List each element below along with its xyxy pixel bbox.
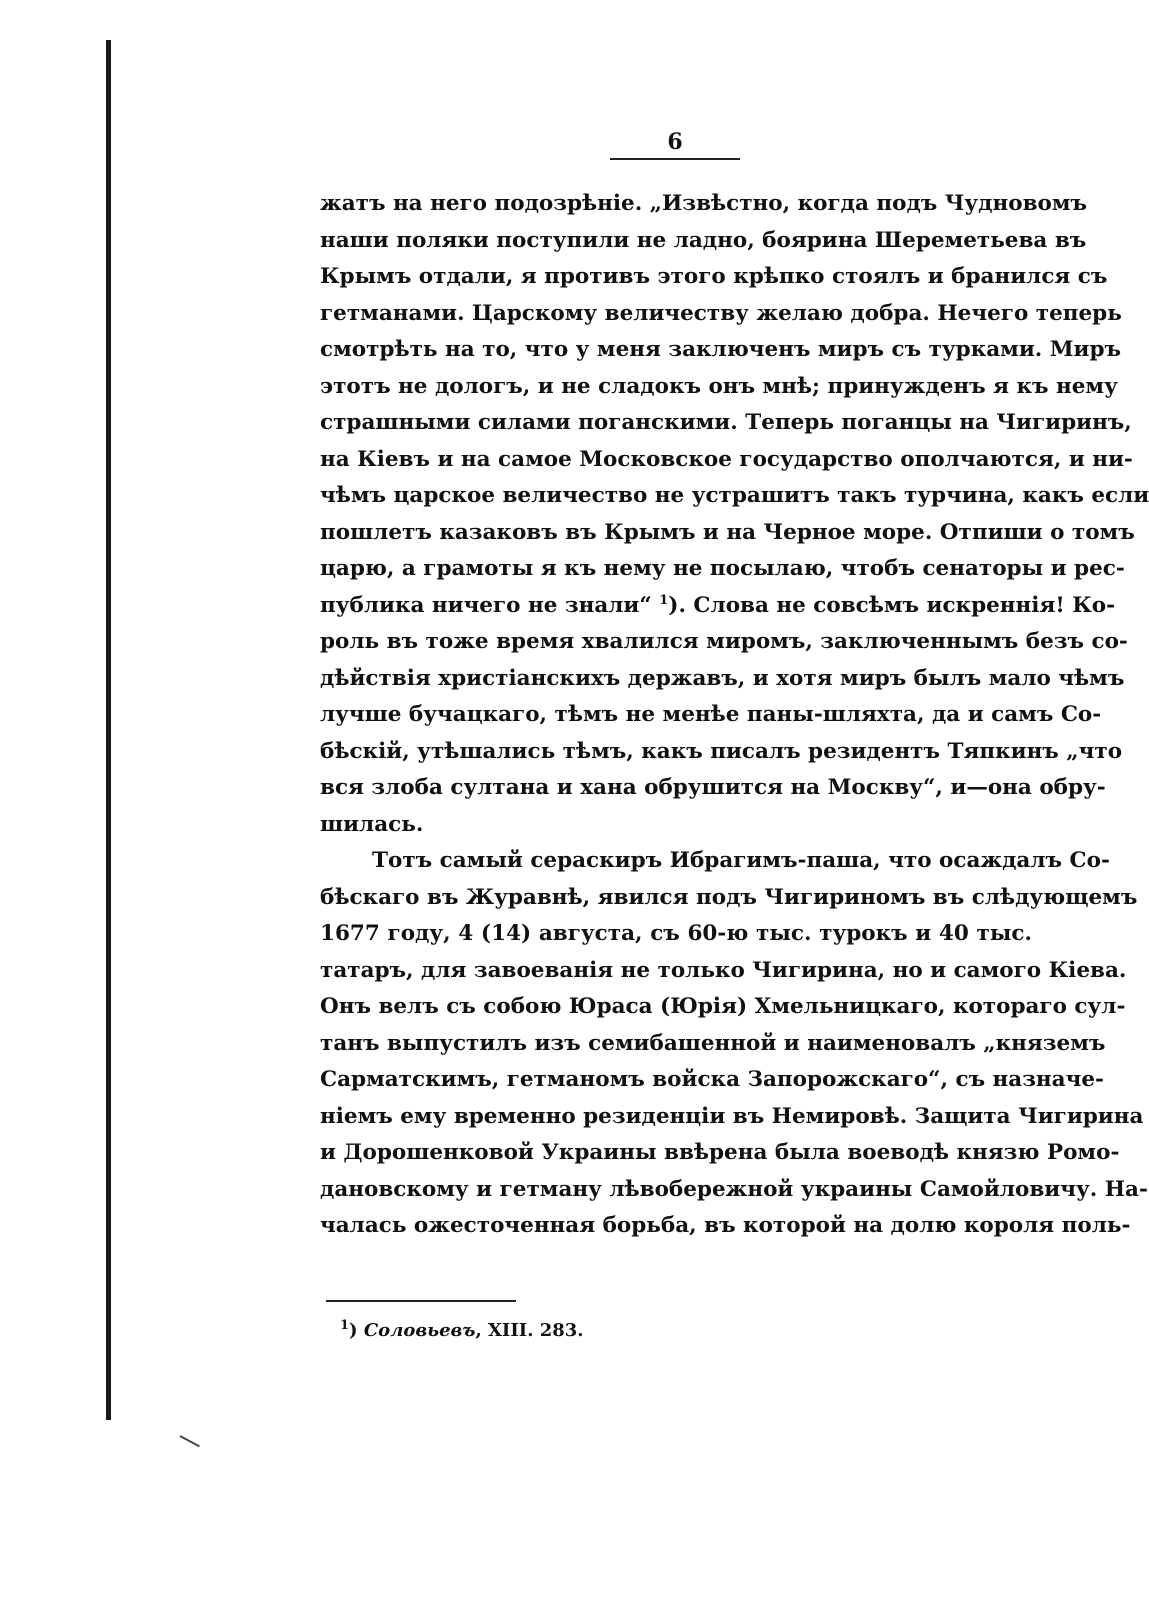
text-line: роль въ тоже время хвалился миромъ, заключеннымъ безъ со- [320, 629, 1128, 654]
footnote-rule [326, 1300, 516, 1302]
header-rule [610, 158, 740, 160]
text-line: чалась ожесточенная борьба, въ которой на долю короля поль- [320, 1213, 1131, 1238]
text-segment: публика ничего не знали“ [320, 592, 660, 618]
text-line: шилась. [320, 811, 424, 837]
text-line: ніемъ ему временно резиденціи въ Немировѣ. Защита Чигирина [320, 1103, 1144, 1129]
text-line: бѣскаго въ Журавнѣ, явился подъ Чигириномъ въ слѣдующемъ [320, 884, 1138, 910]
page-number: 6 [667, 129, 683, 155]
text-line-with-footnote [320, 588, 1116, 625]
text-line: жатъ на него подозрѣніе. „Извѣстно, когда подъ Чудновомъ [320, 191, 1088, 216]
footnote-marker: 1 [659, 592, 669, 608]
text-line: пошлетъ казаковъ въ Крымъ и на Черное море. Отпиши о томъ [320, 519, 1135, 545]
text-line: Тотъ самый сераскиръ Ибрагимъ-паша, что осаждалъ Со- [372, 848, 1110, 873]
text-line: Крымъ отдали, я противъ этого крѣпко стоялъ и бранился съ [320, 264, 1108, 289]
text-line: этотъ не дологъ, и не сладокъ онъ мнѣ; принужденъ я къ нему [320, 373, 1118, 399]
footnote-marker: 1 [340, 1318, 350, 1333]
text-segment: ). Слова не совсѣмъ искреннія! Ко- [668, 592, 1116, 618]
scan-margin-line [106, 40, 111, 1420]
text-line: страшными силами поганскими. Теперь поганцы на Чигиринъ, [320, 410, 1132, 435]
text-line: Сарматскимъ, гетманомъ войска Запорожскаго“, съ назначе- [320, 1067, 1104, 1092]
text-line: гетманами. Царскому величеству желаю добра. Нечего теперь [320, 300, 1122, 326]
text-line: танъ выпустилъ изъ семибашенной и наименовалъ „княземъ [320, 1030, 1106, 1056]
footnote-reference: , XIII. 283. [475, 1320, 584, 1341]
text-line: дановскому и гетману лѣвобережной украины Самойловичу. На- [320, 1176, 1148, 1202]
text-line: лучше бучацкаго, тѣмъ не менѣе паны-шляхта, да и самъ Со- [320, 702, 1102, 727]
text-line: 1677 году, 4 (14) августа, съ 60-ю тыс. турокъ и 40 тыс. [320, 921, 1032, 946]
text-line: наши поляки поступили не ладно, боярина Шереметьева въ [320, 227, 1087, 253]
footnote [340, 1318, 584, 1344]
body-text [320, 186, 1149, 1245]
footnote-marker-suffix: ) [349, 1320, 358, 1341]
text-line: и Дорошенковой Украины ввѣрена была воеводѣ князю Ромо- [320, 1140, 1120, 1165]
text-line: татаръ, для завоеванія не только Чигирина, но и самого Кіева. [320, 957, 1127, 983]
scan-speck [180, 1435, 200, 1447]
text-line: вся злоба султана и хана обрушится на Москву“, и—она обру- [320, 775, 1106, 800]
text-line: бѣскій, утѣшались тѣмъ, какъ писалъ резидентъ Тяпкинъ „что [320, 738, 1123, 764]
footnote-author: Соловьевъ [363, 1320, 476, 1341]
text-line: чѣмъ царское величество не устрашитъ такъ турчина, какъ если [320, 483, 1149, 508]
text-line: Онъ велъ съ собою Юраса (Юрія) Хмельницкаго, котораго сул- [320, 994, 1126, 1019]
text-line: смотрѣть на то, что у меня заключенъ миръ съ турками. Миръ [320, 337, 1122, 362]
text-line: на Кіевъ и на самое Московское государство ополчаются, и ни- [320, 446, 1133, 472]
text-line: царю, а грамоты я къ нему не посылаю, чтобъ сенаторы и рес- [320, 556, 1125, 581]
text-line: дѣйствія христіанскихъ державъ, и хотя миръ былъ мало чѣмъ [320, 665, 1125, 691]
